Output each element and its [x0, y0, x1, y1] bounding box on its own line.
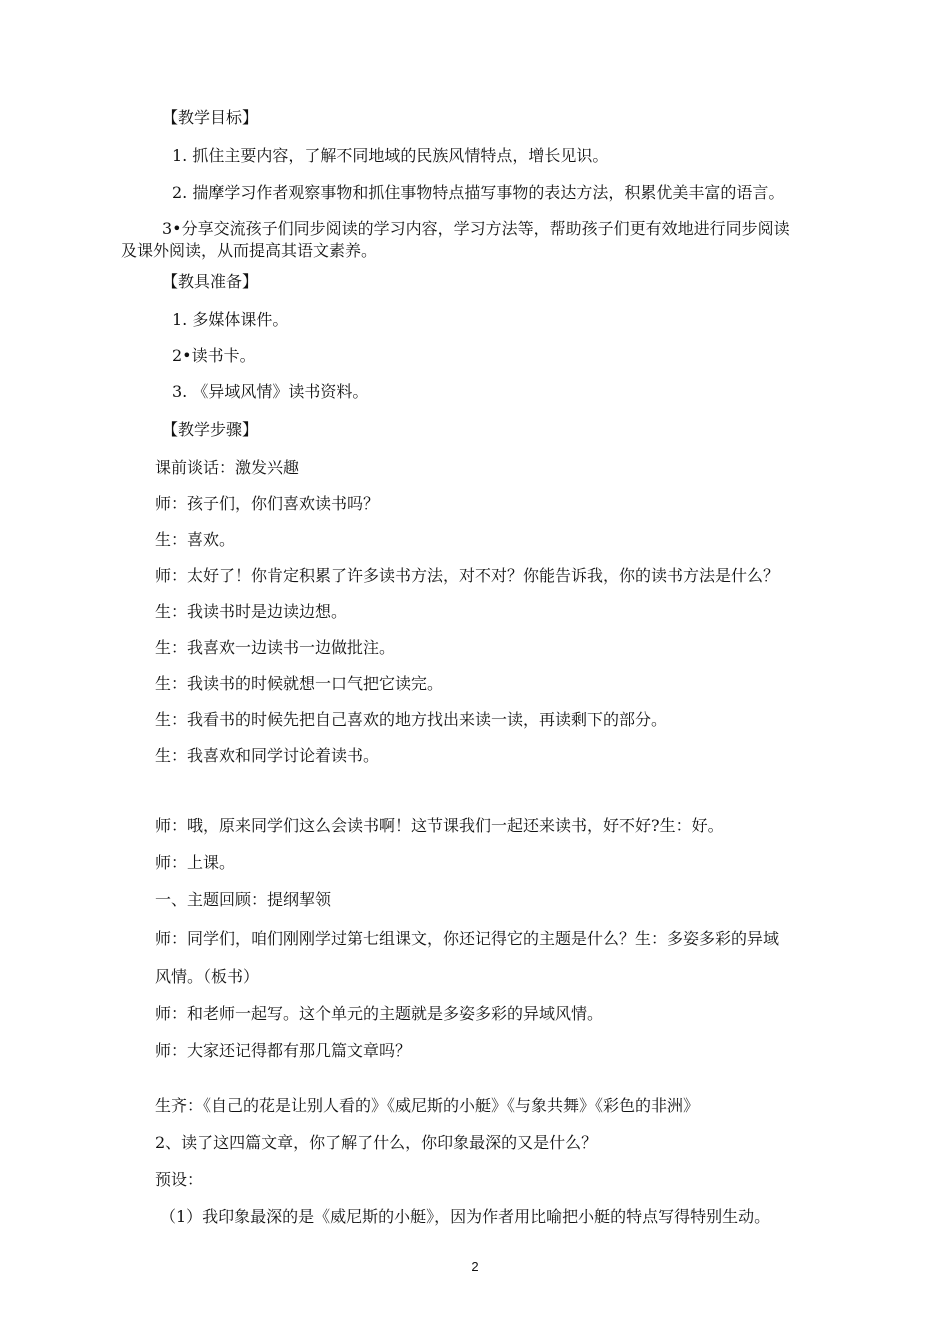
step-line: 师：孩子们，你们喜欢读书吗？ [155, 494, 380, 513]
objectives-heading: 【教学目标】 [162, 108, 259, 127]
section-heading: 一、主题回顾：提纲挈领 [155, 890, 332, 909]
step-line: 师：大家还记得都有那几篇文章吗？ [155, 1041, 412, 1060]
step-line: 预设： [155, 1170, 204, 1189]
step-line: 生齐：《自己的花是让别人看的》《威尼斯的小艇》《与象共舞》《彩色的非洲》 [155, 1096, 700, 1115]
step-line: 风情。（板书） [155, 967, 260, 986]
step-line: 师：同学们，咱们刚刚学过第七组课文，你还记得它的主题是什么？生：多姿多彩的异域 [155, 929, 780, 948]
step-line: 生：我读书的时候就想一口气把它读完。 [155, 674, 444, 693]
material-item-1: 1. 多媒体课件。 [172, 310, 289, 329]
objective-item-2: 2. 揣摩学习作者观察事物和抓住事物特点描写事物的表达方法，积累优美丰富的语言。 [172, 183, 785, 202]
objective-item-1: 1. 抓住主要内容，了解不同地域的民族风情特点，增长见识。 [172, 146, 609, 165]
step-line: 师：和老师一起写。这个单元的主题就是多姿多彩的异域风情。 [155, 1004, 604, 1023]
step-line: 生：我喜欢一边读书一边做批注。 [155, 638, 396, 657]
step-line: 生：我看书的时候先把自己喜欢的地方找出来读一读，再读剩下的部分。 [155, 710, 668, 729]
objective-item-3-line-2: 及课外阅读，从而提高其语文素养。 [121, 241, 378, 260]
step-line: 师：哦，原来同学们这么会读书啊！这节课我们一起还来读书，好不好?生：好。 [155, 816, 724, 835]
step-line: 课前谈话：激发兴趣 [155, 458, 300, 477]
step-line: 师：太好了！你肯定积累了许多读书方法，对不对？你能告诉我，你的读书方法是什么？ [155, 566, 780, 585]
step-line: 生：我读书时是边读边想。 [155, 602, 348, 621]
step-line: 2、读了这四篇文章，你了解了什么，你印象最深的又是什么？ [155, 1133, 598, 1152]
step-line: 生：我喜欢和同学讨论着读书。 [155, 746, 380, 765]
material-item-3: 3. 《异域风情》读书资料。 [172, 382, 369, 401]
steps-heading: 【教学步骤】 [162, 420, 259, 439]
page-number: 2 [471, 1259, 479, 1274]
materials-heading: 【教具准备】 [162, 272, 259, 291]
step-line: 师：上课。 [155, 853, 236, 872]
objective-item-3-line-1: 3•分享交流孩子们同步阅读的学习内容，学习方法等，帮助孩子们更有效地进行同步阅读 [162, 219, 790, 238]
step-line: （1）我印象最深的是《威尼斯的小艇》，因为作者用比喻把小艇的特点写得特别生动。 [160, 1207, 771, 1226]
step-line: 生：喜欢。 [155, 530, 236, 549]
material-item-2: 2•读书卡。 [172, 346, 256, 365]
